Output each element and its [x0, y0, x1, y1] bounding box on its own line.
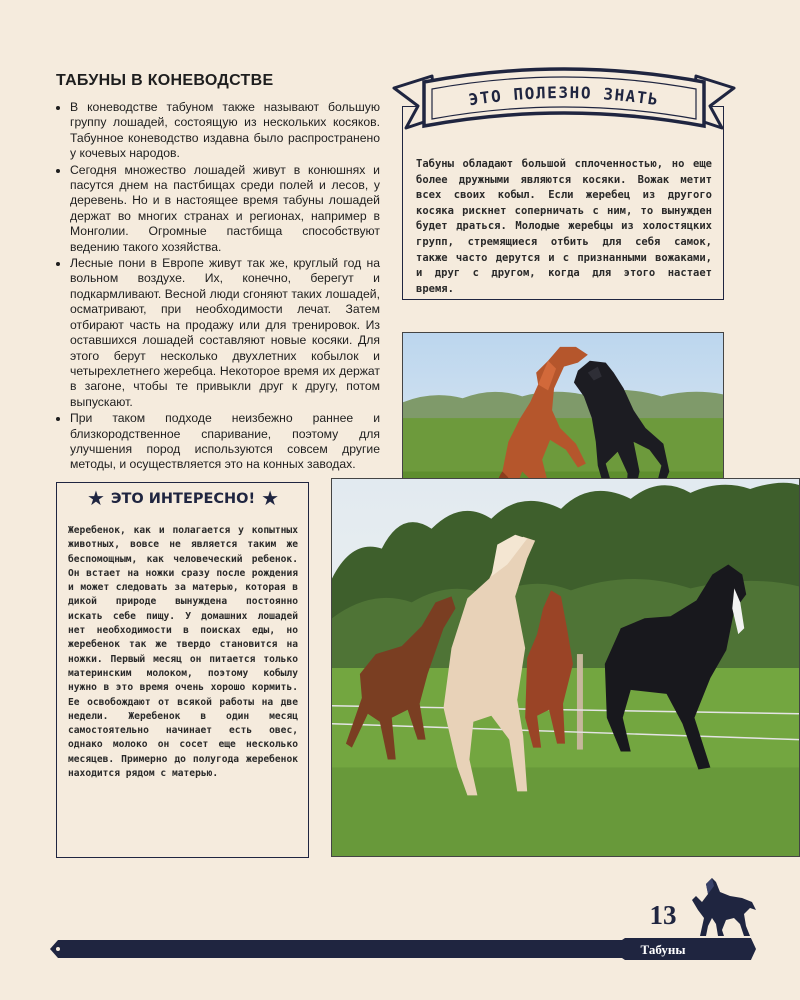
horse-logo-icon	[686, 874, 758, 940]
main-article	[56, 72, 380, 474]
svg-text:‹: ‹	[52, 946, 56, 955]
star-icon: ★	[86, 488, 105, 510]
bullet-item: • Лесные пони в Европе живут так же, круглый год на вольном воздухе. Их, конечно, берегут и подкармливают. Весной люди сгоняют таких лошадей, осматривают, при необходимости лечат. Затем отбирают часть на продажу или для тренировок. Из оставшихся лошадей составляют новые косяки. Для этого берут несколько двухлетних кобылок и четырехлетнего жеребца. Некоторое время их держат в загоне, чтобы те привыкли друг к другу, потом выпускают.	[70, 256, 380, 410]
bullet-item: • Сегодня множество лошадей живут в конюшнях и пасутся днем на пастбищах среди полей и лесов, у деревень. Но и в настоящее время табуны лошадей держат во многих странах и регионах, например в Монголии. Огромные пастбища способствуют ведению такого хозяйства.	[70, 163, 380, 255]
useful-box-title: ЭТО ПОЛЕЗНО ЗНАТЬ	[467, 83, 661, 110]
interesting-box-title: ЭТО ИНТЕРЕСНО!	[110, 491, 256, 507]
footer-section-label: Табуны	[640, 942, 686, 957]
bullet-item: • В коневодстве табуном также называют большую группу лошадей, состоящую из нескольких косяков. Табунное коневодство издавна было распространено у кочевых народов.	[70, 100, 380, 162]
section-heading: ТАБУНЫ В КОНЕВОДСТВЕ	[56, 72, 274, 89]
interesting-box-text: Жеребенок, как и полагается у копытных животных, вовсе не является таким же беспомощным, как человеческий ребенок. Он встает на ножки сразу после рождения и может следовать за матерью, которая в дикой природе вынуждена постоянно искать себе пищу. У домашних лошадей нет необходимости в поисках еды, но жеребенок так же твердо становится на ножки. Первый месяц он питается только материнским молоком, поэтому кобылу нужно в это время очень хорошо кормить. Ее освобождают от всякой работы на две недели. Жеребенок в один месяц самостоятельно начинает есть овес, однако молоко он сосет еще несколько месяцев. Примерно до полугода жеребенок находится рядом с матерью.	[68, 525, 298, 780]
star-icon: ★	[261, 488, 280, 510]
page-number: 13	[649, 900, 677, 930]
bullet-list	[56, 100, 380, 473]
useful-box-text: Табуны обладают большой сплоченностью, но еще более дружными являются косяки. Вожак метит всех своих кобыл. Если жеребец из другого косяка рискнет соперничать с ним, то вынужден будет драться. Молодые жеребцы из холостяцких групп, стремящиеся отбить для себя самок, также часто дерутся и с признанными вожаками, и друг с другом, когда для этого настает время.	[416, 158, 712, 295]
ribbon-banner	[392, 66, 736, 146]
photo-herd-with-foals	[331, 478, 800, 857]
bullet-item: • При таком подходе неизбежно раннее и близкородственное спаривание, поэтому для улучшения пород используются совсем другие методы, и осуществляется это на конных заводах.	[70, 411, 380, 473]
interesting-box-header	[74, 486, 292, 512]
